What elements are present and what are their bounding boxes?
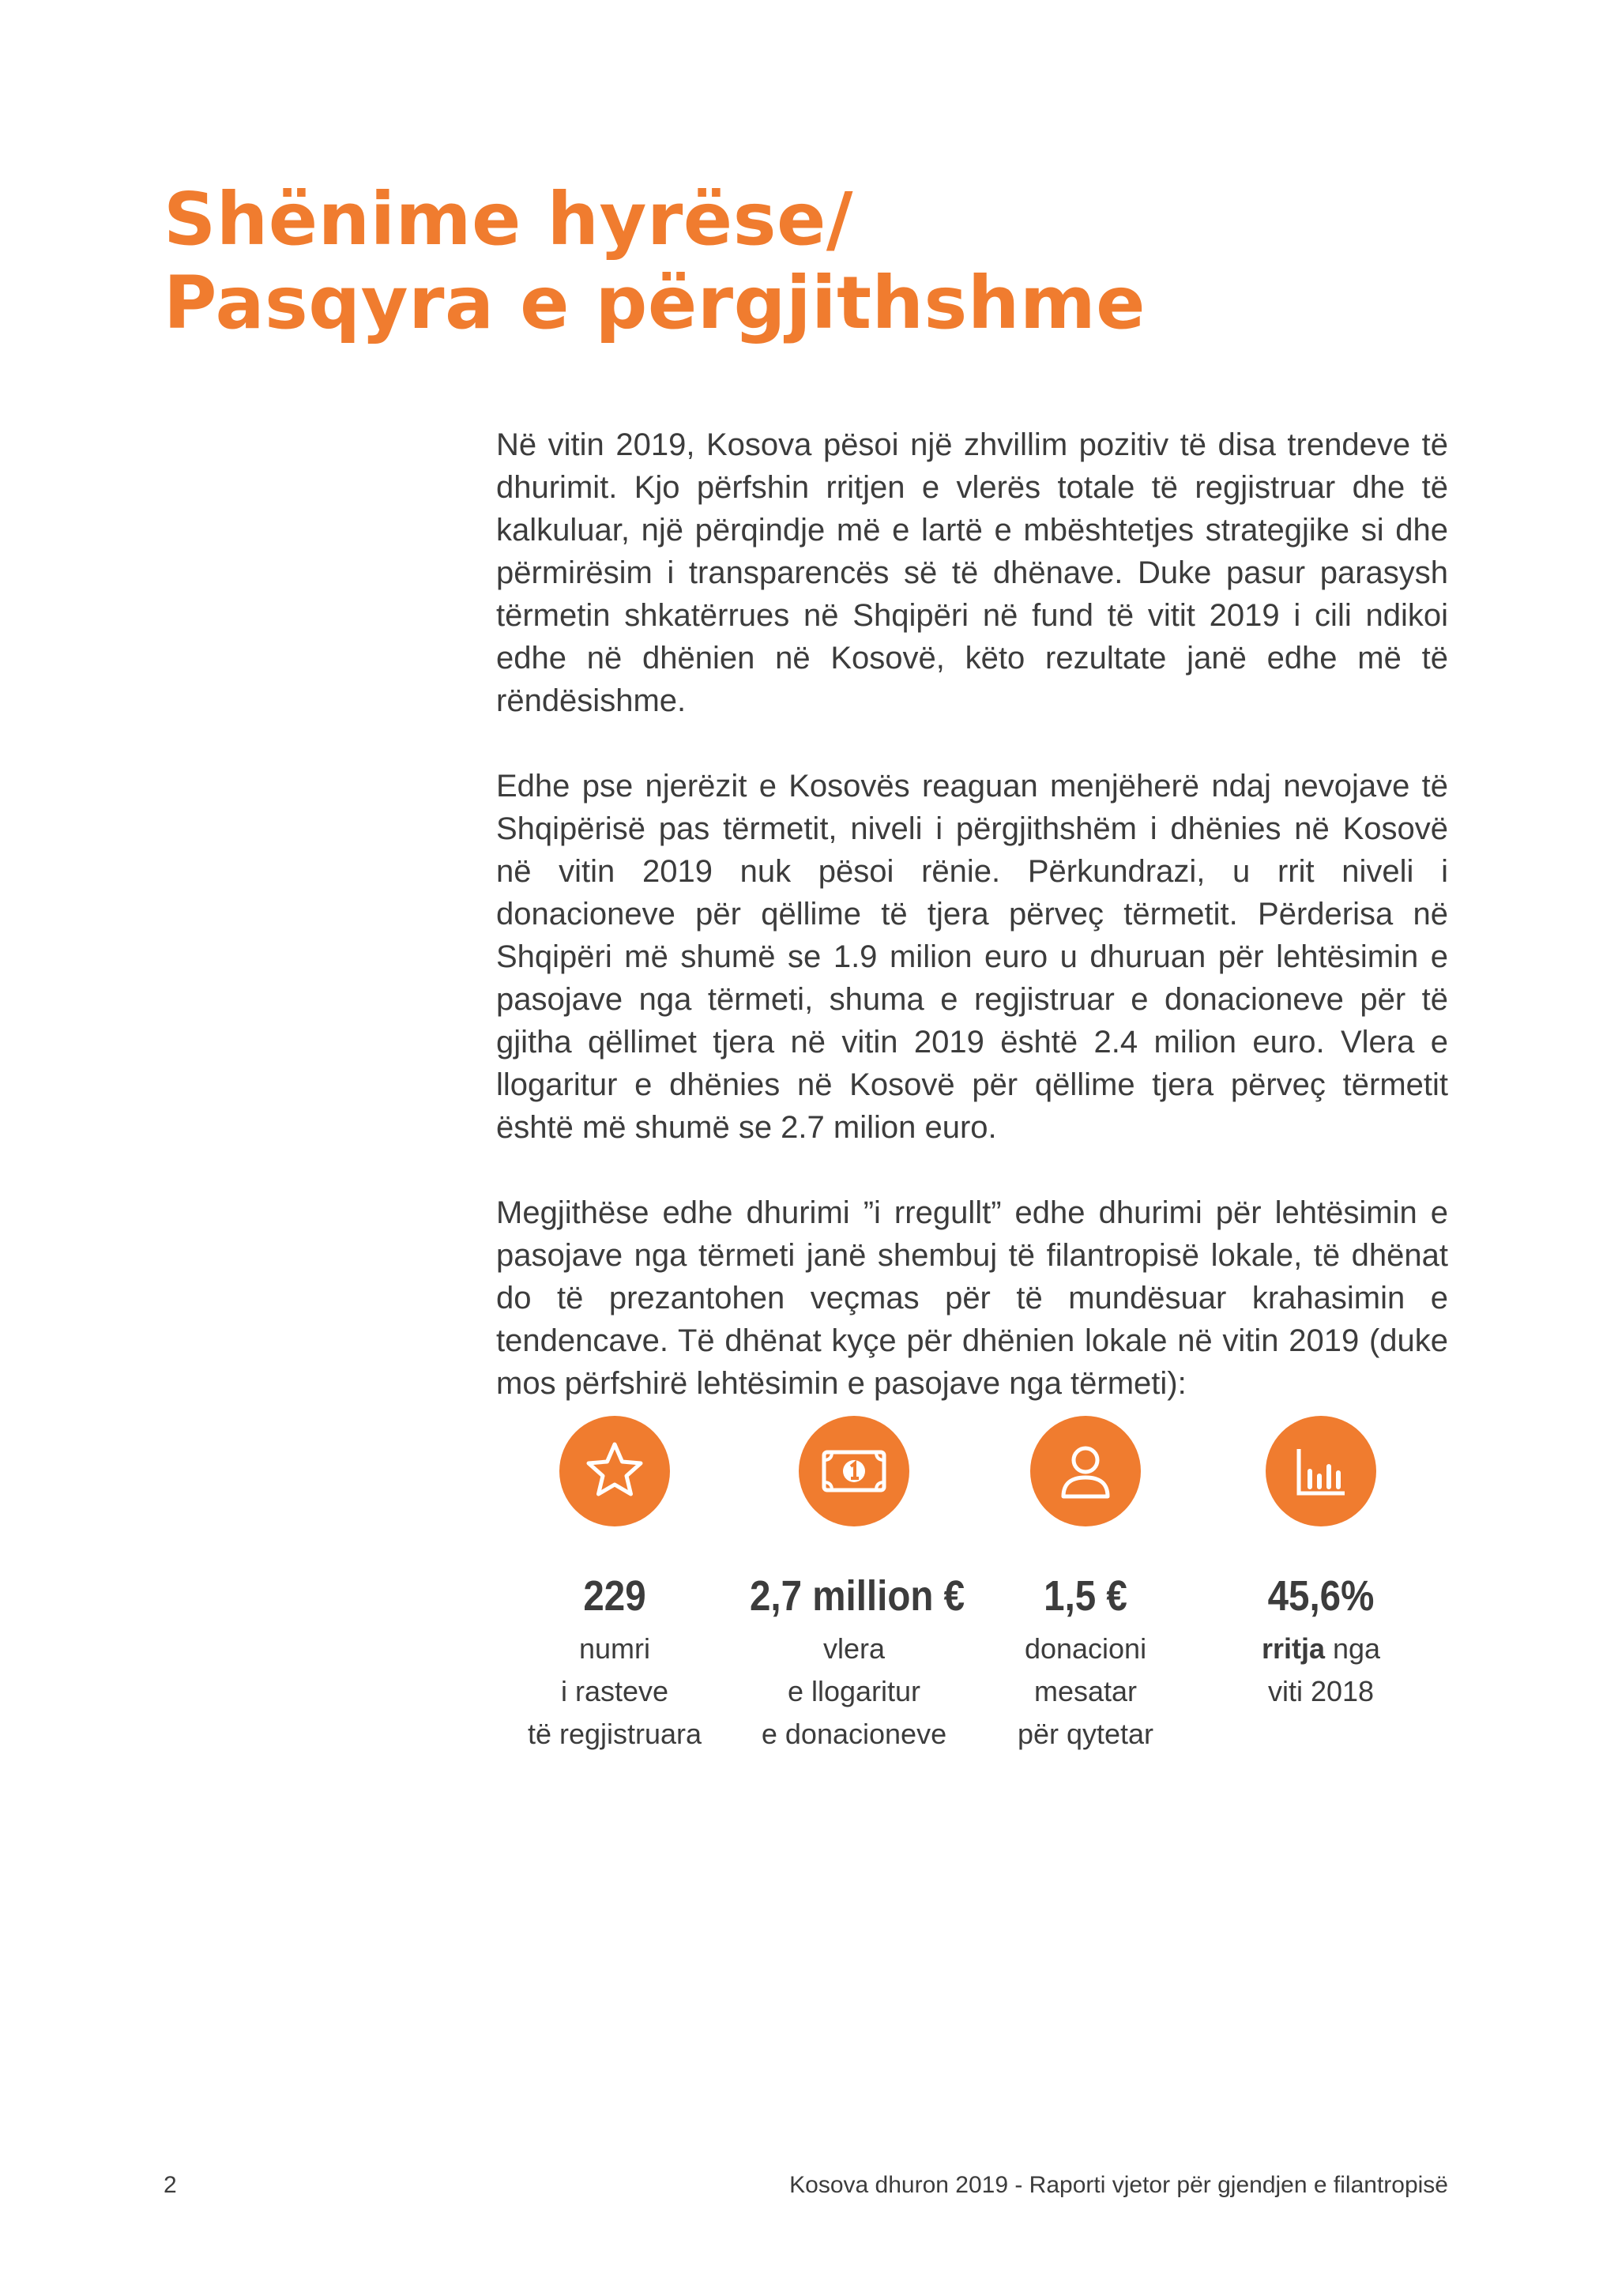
stat-value: 2,7 million € (750, 1572, 965, 1620)
stat-description (496, 1628, 733, 1756)
stat-desc-line: viti 2018 (1267, 1675, 1375, 1707)
stat-cases (496, 1416, 733, 1756)
stat-desc-rest: nga (1324, 1632, 1381, 1665)
stat-description (736, 1628, 973, 1756)
page-title-line-2: Pasqyra e përgjithshme (164, 261, 1146, 345)
stat-value: 1,5 € (1044, 1572, 1127, 1620)
stat-desc-line: mesatar (1033, 1675, 1138, 1707)
page-title (164, 178, 1146, 345)
stat-desc-line: të regjistruara (527, 1718, 702, 1750)
page-title-line-1: Shënime hyrëse/ (164, 177, 853, 262)
stat-value: 229 (583, 1572, 646, 1620)
key-stats (496, 1416, 1448, 1748)
stat-value-estimate (736, 1416, 973, 1756)
star-icon (559, 1416, 670, 1526)
stat-description (1202, 1628, 1439, 1713)
stat-desc-line: për qytetar (1017, 1718, 1154, 1750)
stat-desc-line: e llogaritur (787, 1675, 921, 1707)
stat-desc-line: vlera (822, 1632, 886, 1665)
stat-desc-bold: rritja (1261, 1632, 1325, 1665)
paragraph-1: Në vitin 2019, Kosova pësoi një zhvillim pozitiv të disa trendeve të dhurimit. Kjo përfshin rritjen e vlerës totale të regjistruar dhe të kalkuluar, një përqindje më e lartë e mbështetjes strategjike si dhe përmirësim i transparencës së të dhënave. Duke pasur parasysh tërmetin shkatërrues në Shqipëri në fund të vitit 2019 i cili ndikoi edhe në dhënien në Kosovë, këto rezultate janë edhe më të rëndësishme. (496, 427, 1448, 718)
running-title: Kosova dhuron 2019 - Raporti vjetor për gjendjen e filantropisë (789, 2172, 1448, 2198)
stat-desc-line: donacioni (1024, 1632, 1147, 1665)
stat-desc-line: numri (578, 1632, 651, 1665)
stat-average-donation (967, 1416, 1204, 1756)
body-text (496, 423, 1448, 1447)
stat-growth (1202, 1416, 1439, 1713)
stat-desc-line: e donacioneve (761, 1718, 947, 1750)
banknote-icon (799, 1416, 909, 1526)
stat-description (967, 1628, 1204, 1756)
paragraph-2: Edhe pse njerëzit e Kosovës reaguan menjëherë ndaj nevojave të Shqipërisë pas tërmetit, niveli i përgjithshëm i dhënies në Kosovë në vitin 2019 nuk pësoi rënie. Përkundrazi, u rrit niveli i donacioneve për qëllime të tjera përveç tërmetit. Përderisa në Shqipëri më shumë se 1.9 milion euro u dhuruan për lehtësimin e pasojave nga tërmeti, shuma e regjistruar e donacioneve për të gjitha qëllimet tjera në vitin 2019 është 2.4 milion euro. Vlera e llogaritur e dhënies në Kosovë për qëllime tjera përveç tërmetit është më shumë se 2.7 milion euro. (496, 769, 1448, 1145)
paragraph-3: Megjithëse edhe dhurimi ”i rregullt” edhe dhurimi për lehtësimin e pasojave nga tërmeti janë shembuj të filantropisë lokale, të dhënat do të prezantohen veçmas për të mundësuar krahasimin e tendencave. Të dhënat kyçe për dhënien lokale në vitin 2019 (duke mos përfshirë lehtësimin e pasojave nga tërmeti): (496, 1195, 1448, 1401)
stat-value: 45,6% (1267, 1572, 1375, 1620)
person-icon (1030, 1416, 1141, 1526)
stat-desc-line: i rasteve (560, 1675, 669, 1707)
page-number: 2 (164, 2172, 177, 2198)
bar-chart-icon (1266, 1416, 1376, 1526)
stat-desc-line (1202, 1628, 1439, 1670)
